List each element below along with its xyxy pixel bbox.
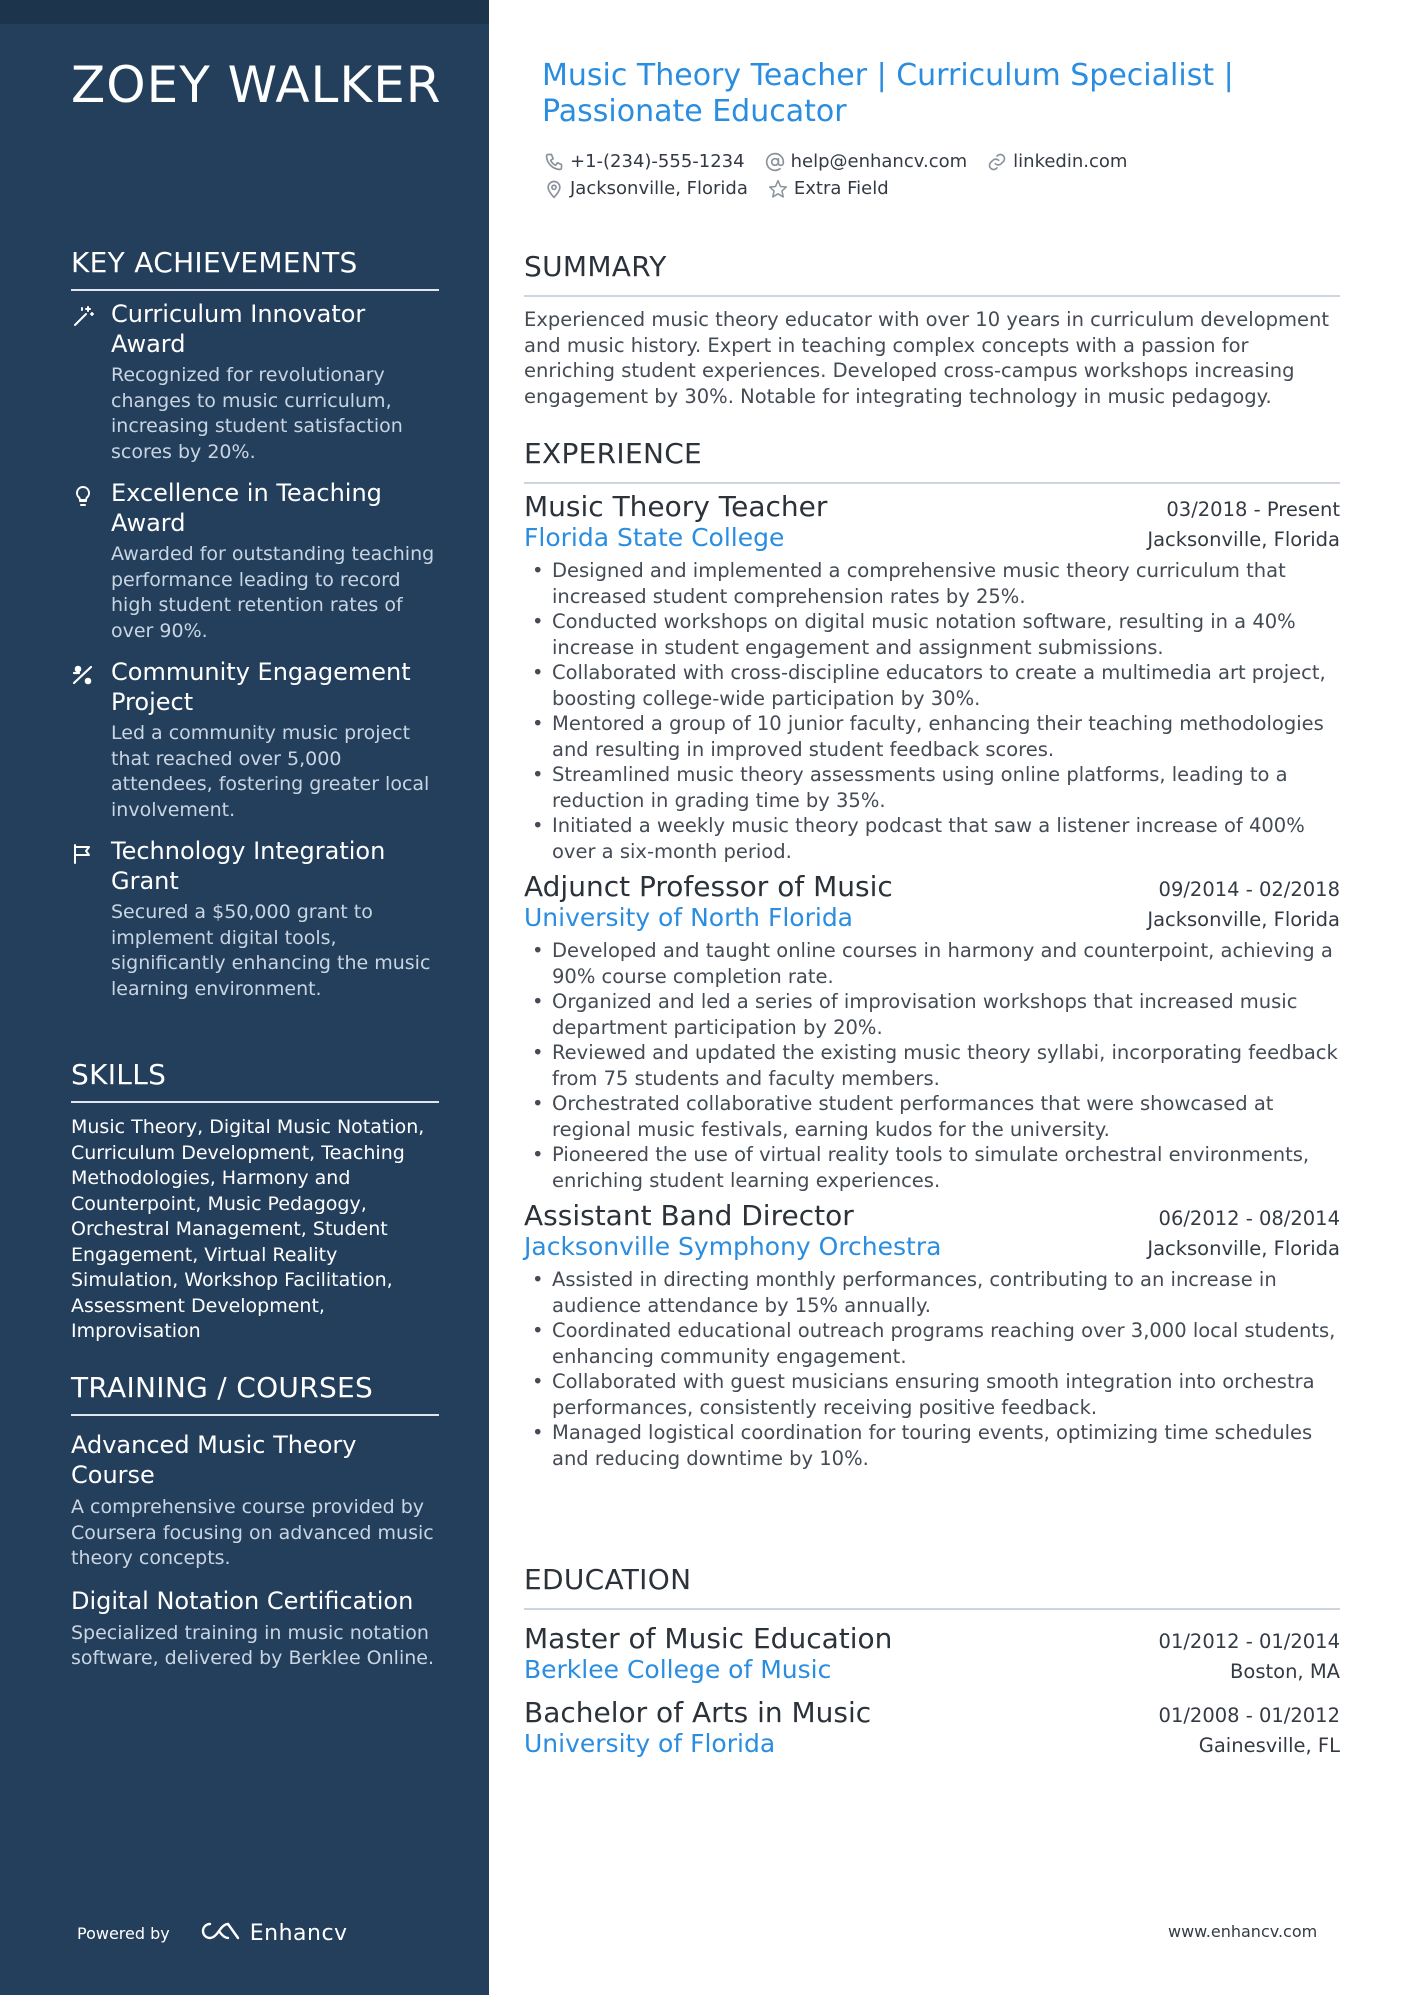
job-date: 03/2018 - Present: [1166, 498, 1340, 521]
job-entry: [524, 490, 1340, 864]
bullet-item: • Reviewed and updated the existing music theory syllabi, incorporating feedback from 75 students and faculty members.: [524, 1040, 1340, 1091]
course-item: [71, 1430, 439, 1572]
job-date: 09/2014 - 02/2018: [1158, 878, 1340, 901]
skills-list: Music Theory, Digital Music Notation, Curriculum Development, Teaching Methodologies, Harmony and Counterpoint, Music Pedagogy, Orchestral Management, Student Engagement, Virtual Reality Simulation, Workshop Facilitation, Assessment Development, Improvisation: [71, 1116, 425, 1342]
achievement-title: Curriculum Innovator Award: [111, 300, 366, 358]
summary-heading: SUMMARY: [524, 250, 1340, 297]
job-company: Jacksonville Symphony Orchestra: [524, 1232, 942, 1261]
education-heading: EDUCATION: [524, 1563, 1340, 1610]
school-location: Gainesville, FL: [1198, 1734, 1340, 1757]
bullet-item: • Orchestrated collaborative student performances that were showcased at regional music festivals, earning kudos for the university.: [524, 1091, 1340, 1142]
course-item: [71, 1586, 439, 1672]
course-title: Digital Notation Certification: [71, 1586, 414, 1615]
summary-text: Experienced music theory educator with over 10 years in curriculum development and music history. Expert in teaching complex concepts with a passion for enriching student experiences. Developed cross-campus workshops increasing engagement by 30%. Notable for integrating technology in music pedagogy.: [524, 308, 1330, 408]
achievement-item: [71, 478, 439, 644]
school-name: University of Florida: [524, 1729, 776, 1758]
magic-wand-icon: [71, 299, 111, 465]
contact-row-1: [544, 151, 1147, 172]
email-contact[interactable]: [765, 151, 968, 172]
key-achievements-heading: KEY ACHIEVEMENTS: [71, 246, 439, 291]
job-location: Jacksonville, Florida: [1147, 1237, 1340, 1260]
bullet-item: • Streamlined music theory assessments using online platforms, leading to a reduction in grading time by 35%.: [524, 762, 1340, 813]
skills-section: [71, 1058, 439, 1345]
location-contact: [544, 178, 748, 199]
education-entry: [524, 1696, 1340, 1758]
degree-title: Master of Music Education: [524, 1622, 893, 1655]
course-title: Advanced Music Theory Course: [71, 1431, 357, 1489]
job-bullets: [524, 1267, 1340, 1471]
community-icon: [71, 657, 111, 823]
contact-row-2: [544, 178, 909, 199]
star-icon: [768, 179, 788, 199]
job-title: Music Theory Teacher: [524, 490, 828, 523]
job-bullets: [524, 938, 1340, 1193]
at-icon: [765, 152, 785, 172]
achievement-title: Community Engagement Project: [111, 658, 411, 716]
bullet-item: • Initiated a weekly music theory podcast that saw a listener increase of 400% over a six-month period.: [524, 813, 1340, 864]
sidebar-top-strip: [0, 0, 489, 24]
achievement-description: Led a community music project that reached over 5,000 attendees, fostering greater local involvement.: [111, 722, 430, 821]
job-entry: [524, 870, 1340, 1193]
experience-section: [524, 437, 1340, 1471]
achievement-description: Recognized for revolutionary changes to music curriculum, increasing student satisfaction scores by 20%.: [111, 364, 403, 463]
achievement-title: Excellence in Teaching Award: [111, 479, 382, 537]
job-company: University of North Florida: [524, 903, 854, 932]
bullet-item: • Collaborated with guest musicians ensuring smooth integration into orchestra performances, consistently receiving positive feedback.: [524, 1369, 1340, 1420]
powered-by-label: Powered by: [77, 1923, 170, 1943]
skills-heading: SKILLS: [71, 1058, 439, 1103]
achievement-description: Secured a $50,000 grant to implement digital tools, significantly enhancing the music learning environment.: [111, 901, 431, 1000]
education-entry: [524, 1622, 1340, 1684]
website-text: linkedin.com: [1013, 151, 1128, 172]
job-date: 06/2012 - 08/2014: [1158, 1207, 1340, 1230]
sidebar: [0, 0, 489, 1995]
phone-contact: [544, 151, 745, 172]
course-description: A comprehensive course provided by Coursera focusing on advanced music theory concepts.: [71, 1496, 434, 1569]
education-date: 01/2008 - 01/2012: [1158, 1704, 1340, 1727]
location-text: Jacksonville, Florida: [570, 178, 748, 199]
summary-section: [524, 250, 1340, 409]
enhancv-logo-icon: [196, 1919, 242, 1947]
job-location: Jacksonville, Florida: [1147, 528, 1340, 551]
footer-website[interactable]: www.enhancv.com: [1168, 1922, 1318, 1941]
enhancv-brand-name: Enhancv: [249, 1920, 348, 1946]
bullet-item: • Collaborated with cross-discipline educators to create a multimedia art project, boosting college-wide participation by 30%.: [524, 660, 1340, 711]
job-company: Florida State College: [524, 523, 785, 552]
email-text: help@enhancv.com: [790, 151, 968, 172]
candidate-name: ZOEY WALKER: [71, 56, 442, 114]
bullet-item: • Coordinated educational outreach programs reaching over 3,000 local students, enhancing community engagement.: [524, 1318, 1340, 1369]
achievement-item: [71, 657, 439, 823]
lightbulb-icon: [71, 478, 111, 644]
location-pin-icon: [544, 179, 564, 199]
school-location: Boston, MA: [1230, 1660, 1340, 1683]
training-courses-section: [71, 1371, 439, 1672]
bullet-item: • Managed logistical coordination for touring events, optimizing time schedules and reducing downtime by 10%.: [524, 1420, 1340, 1471]
extra-field-contact: [768, 178, 889, 199]
bullet-item: • Designed and implemented a comprehensive music theory curriculum that increased student comprehension rates by 25%.: [524, 558, 1340, 609]
key-achievements-section: [71, 246, 439, 1015]
powered-by: [77, 1919, 348, 1947]
education-date: 01/2012 - 01/2014: [1158, 1630, 1340, 1653]
bullet-item: • Conducted workshops on digital music notation software, resulting in a 40% increase in student engagement and assignment submissions.: [524, 609, 1340, 660]
website-contact[interactable]: [987, 151, 1127, 172]
phone-text: +1-(234)-555-1234: [570, 151, 745, 172]
job-entry: [524, 1199, 1340, 1471]
job-title: Adjunct Professor of Music: [524, 870, 893, 903]
school-name: Berklee College of Music: [524, 1655, 832, 1684]
achievement-description: Awarded for outstanding teaching performance leading to record high student retention rates of over 90%.: [111, 543, 435, 642]
job-location: Jacksonville, Florida: [1147, 908, 1340, 931]
bullet-item: • Mentored a group of 10 junior faculty, enhancing their teaching methodologies and resulting in improved student feedback scores.: [524, 711, 1340, 762]
phone-icon: [544, 152, 564, 172]
bullet-item: • Organized and led a series of improvisation workshops that increased music department participation by 20%.: [524, 989, 1340, 1040]
extra-field-text: Extra Field: [793, 178, 889, 199]
experience-heading: EXPERIENCE: [524, 437, 1340, 484]
bullet-item: • Developed and taught online courses in harmony and counterpoint, achieving a 90% course completion rate.: [524, 938, 1340, 989]
bullet-item: • Pioneered the use of virtual reality tools to simulate orchestral environments, enriching student learning experiences.: [524, 1142, 1340, 1193]
headline: Music Theory Teacher | Curriculum Specialist | Passionate Educator: [542, 58, 1234, 129]
flag-icon: [71, 836, 111, 1002]
job-bullets: [524, 558, 1340, 864]
link-icon: [987, 152, 1007, 172]
training-courses-heading: TRAINING / COURSES: [71, 1371, 439, 1416]
achievement-title: Technology Integration Grant: [111, 837, 386, 895]
education-section: [524, 1563, 1340, 1758]
achievement-item: [71, 299, 439, 465]
course-description: Specialized training in music notation software, delivered by Berklee Online.: [71, 1621, 435, 1669]
degree-title: Bachelor of Arts in Music: [524, 1696, 872, 1729]
job-title: Assistant Band Director: [524, 1199, 854, 1232]
achievement-item: [71, 836, 439, 1002]
bullet-item: • Assisted in directing monthly performances, contributing to an increase in audience attendance by 15% annually.: [524, 1267, 1340, 1318]
